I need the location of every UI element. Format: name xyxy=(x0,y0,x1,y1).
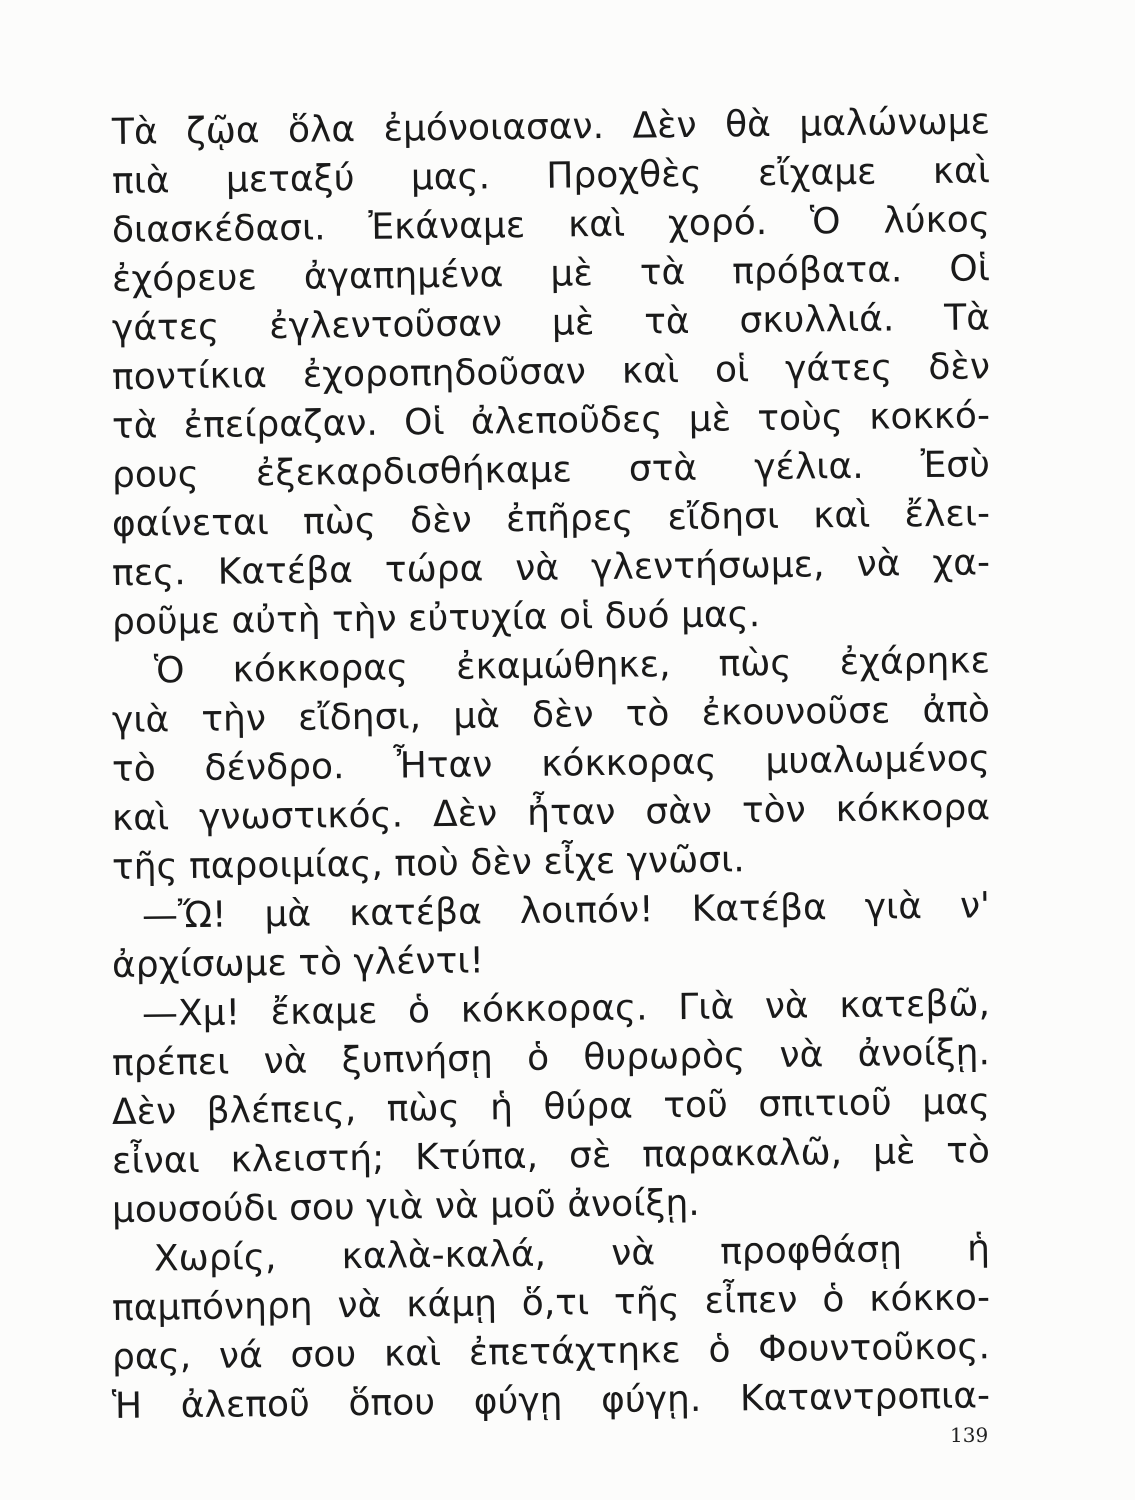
text-line: γιὰ τὴν εἴδησι, μὰ δὲν τὸ ἐκουνοῦσε ἀπὸ xyxy=(111,689,991,741)
body-text xyxy=(111,101,991,1431)
text-line: τὸ δένδρο. Ἦταν κόκκορας μυαλωμένος xyxy=(111,738,991,790)
text-line: τὰ ἐπείραζαν. Οἱ ἀλεποῦδες μὲ τοὺς κοκκό- xyxy=(111,395,991,447)
text-line: παμπόνηρη νὰ κάμῃ ὅ,τι τῆς εἶπεν ὁ κόκκο- xyxy=(111,1277,991,1329)
text-line: Ἡ ἀλεποῦ ὅπου φύγῃ φύγῃ. Καταντροπια- xyxy=(111,1375,991,1427)
text-line: ρας, νά σου καὶ ἐπετάχτηκε ὁ Φουντοῦκος. xyxy=(111,1326,991,1378)
text-line: ρους ἐξεκαρδισθήκαμε στὰ γέλια. Ἐσὺ xyxy=(111,444,991,496)
text-line: Δὲν βλέπεις, πὼς ἡ θύρα τοῦ σπιτιοῦ μας xyxy=(111,1081,991,1133)
text-line: ροῦμε αὐτὴ τὴν εὐτυχία οἱ δυό μας. xyxy=(111,594,761,643)
text-line: καὶ γνωστικός. Δὲν ἦταν σὰν τὸν κόκκορα xyxy=(111,787,991,839)
text-line: Ὁ κόκκορας ἐκαμώθηκε, πὼς ἐχάρηκε xyxy=(153,640,991,692)
text-line: πρέπει νὰ ξυπνήσῃ ὁ θυρωρὸς νὰ ἀνοίξῃ. xyxy=(111,1032,991,1084)
page-number: 139 xyxy=(950,1423,989,1447)
text-line: —Ὤ! μὰ κατέβα λοιπόν! Κατέβα γιὰ ν' xyxy=(141,885,991,937)
text-line: εἶναι κλειστή; Κτύπα, σὲ παρακαλῶ, μὲ τὸ xyxy=(111,1130,991,1182)
text-line: πες. Κατέβα τώρα νὰ γλεντήσωμε, νὰ χα- xyxy=(111,542,991,594)
text-line: ἐχόρευε ἀγαπημένα μὲ τὰ πρόβατα. Οἱ xyxy=(111,248,991,300)
text-line: πιὰ μεταξύ μας. Προχθὲς εἴχαμε καὶ xyxy=(111,150,991,202)
text-line: ἀρχίσωμε τὸ γλέντι! xyxy=(111,940,485,986)
text-line: τῆς παροιμίας, ποὺ δὲν εἶχε γνῶσι. xyxy=(111,839,745,888)
text-line: —Χμ! ἔκαμε ὁ κόκκορας. Γιὰ νὰ κατεβῶ, xyxy=(141,983,991,1035)
text-line: διασκέδασι. Ἐκάναμε καὶ χορό. Ὁ λύκος xyxy=(111,199,991,251)
text-line: ποντίκια ἐχοροπηδοῦσαν καὶ οἱ γάτες δὲν xyxy=(111,346,991,398)
text-line: φαίνεται πὼς δὲν ἐπῆρες εἴδησι καὶ ἔλει- xyxy=(111,493,991,545)
text-line: Χωρίς, καλὰ-καλά, νὰ προφθάσῃ ἡ xyxy=(153,1228,991,1280)
text-line: γάτες ἐγλεντοῦσαν μὲ τὰ σκυλλιά. Τὰ xyxy=(111,297,991,349)
text-line: μουσούδι σου γιὰ νὰ μοῦ ἀνοίξῃ. xyxy=(111,1182,700,1231)
text-line: Τὰ ζῷα ὅλα ἐμόνοιασαν. Δὲν θὰ μαλώνωμε xyxy=(111,101,991,153)
